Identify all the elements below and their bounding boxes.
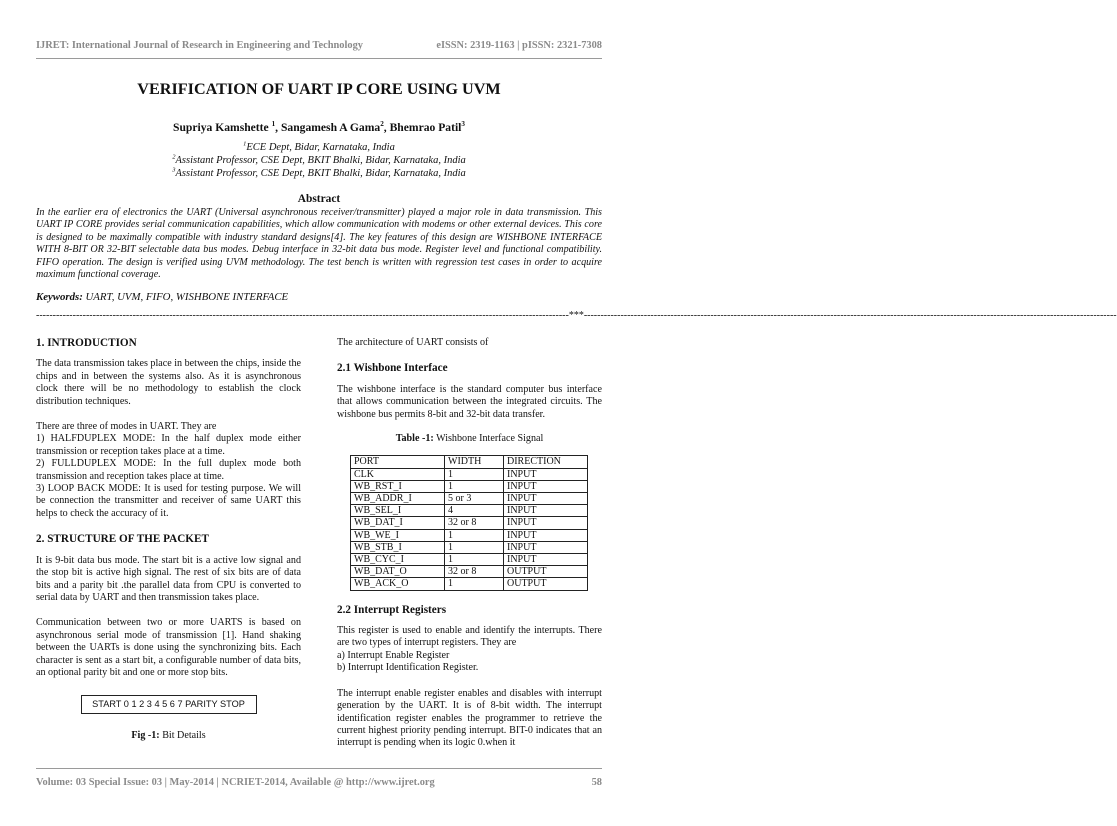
author-name: Supriya Kamshette xyxy=(173,121,269,134)
table-cell: 1 xyxy=(445,541,504,553)
abstract-text: In the earlier era of electronics the UART (Universal asynchronous receiver/transmitter) played a major role in data transmission. This UART IP CORE provides serial communication capabilities, which allow communication with modems or other external devices. This core is designed to be maximally compatible with industry standard designs[4]. The key features of this design are WISHBONE INTERFACE WITH 8-BIT OR 32-BIT selectable data bus modes. Debug interface in 32-bit data bus mode. Register level and functional compatibility. FIFO operation. The design is verified using UVM methodology. The test bench is written with regression test cases in order to acquire maximum functional coverage. xyxy=(36,207,602,281)
table-cell: 1 xyxy=(445,529,504,541)
table-cell: 1 xyxy=(445,578,504,590)
table-cell: INPUT xyxy=(504,541,588,553)
bit-details-figure: START 0 1 2 3 4 5 6 7 PARITY STOP xyxy=(81,695,257,714)
table-row xyxy=(351,529,588,541)
paragraph: It is 9-bit data bus mode. The start bit is a active low signal and the stop bit is active high signal. The rest of six bits are of data bits and a parity bit .the parallel data from CPU is converted to serial data by UART and then transmission takes place. xyxy=(36,554,301,603)
paragraph: There are three of modes in UART. They are xyxy=(36,421,217,433)
table-cell: 5 or 3 xyxy=(445,493,504,505)
table-label: Table -1: xyxy=(395,433,434,445)
section-heading: 2.1 Wishbone Interface xyxy=(337,362,448,375)
list-item: b) Interrupt Identification Register. xyxy=(337,662,479,674)
separator-stars: *** xyxy=(568,310,584,321)
table-cell: WB_DAT_I xyxy=(351,517,445,529)
author-list: Supriya Kamshette $^1$, Sangamesh A Gama$^2$, Bhemrao Patil$^3$ xyxy=(173,120,465,134)
paragraph: Communication between two or more UARTS is based on asynchronous serial mode of transmission [1]. Hand shaking between the UARTs is done using the synchronizing bits. Each character is sent as a start bit, a configurable number of data bits, an optional parity bit and one or more stop bits. xyxy=(36,617,301,678)
paragraph: The wishbone interface is the standard computer bus interface that allows communication between the integrated circuits. The wishbone bus permits 8-bit and 32-bit data transfer. xyxy=(337,383,602,420)
table-row xyxy=(351,468,588,480)
table-cell: OUTPUT xyxy=(504,578,588,590)
separator-line: ----------------------------------------------------------------------------------------------------------------------------------------------------------------***---------------------------------------------------------------------------------------------------------------------------------------------------------------- xyxy=(36,310,1117,321)
table-cell: INPUT xyxy=(504,505,588,517)
wishbone-signal-table xyxy=(350,455,588,590)
list-item: 3) LOOP BACK MODE: It is used for testing purpose. We will be connection the transmitter and receiver of same UART this helps to check the accuracy of it. xyxy=(36,483,301,519)
paragraph: This register is used to enable and identify the interrupts. There are two types of interrupt registers. They are xyxy=(337,625,602,649)
table-caption: Table -1: Wishbone Interface Signal xyxy=(395,433,544,445)
table-cell: WB_WE_I xyxy=(351,529,445,541)
figure-caption: Fig -1: Bit Details xyxy=(131,730,206,742)
table-cell: WB_RST_I xyxy=(351,480,445,492)
table-cell: 4 xyxy=(445,505,504,517)
paragraph: The interrupt enable register enables and disables with interrupt generation by the UART. It is of 8-bit width. The interrupt identification register enables the programmer to retrieve the current highest priority pending interrupt. BIT-0 indicates that an interrupt is pending when its logic 0.when it xyxy=(337,687,602,749)
table-cell: INPUT xyxy=(504,529,588,541)
paragraph: The data transmission takes place in between the chips, inside the chips and in between the systems also. As it is asynchronous clock there will be no methodology to establish the clock distribution techniques. xyxy=(36,358,301,407)
table-row xyxy=(351,554,588,566)
table-row xyxy=(351,480,588,492)
author-name: Bhemrao Patil xyxy=(389,121,462,134)
table-cell: 1 xyxy=(445,480,504,492)
table-cell: WB_ACK_O xyxy=(351,578,445,590)
list-item: a) Interrupt Enable Register xyxy=(337,649,450,661)
table-cell: CLK xyxy=(351,468,445,480)
table-row xyxy=(351,541,588,553)
section-heading: 2.2 Interrupt Registers xyxy=(337,603,447,616)
table-row xyxy=(351,505,588,517)
keywords-label: Keywords: xyxy=(36,291,83,303)
affiliation: $^3$Assistant Professor, CSE Dept, BKIT Bhalki, Bidar, Karnataka, India xyxy=(172,166,466,180)
table-cell: OUTPUT xyxy=(504,566,588,578)
table-cell: WB_SEL_I xyxy=(351,505,445,517)
keywords-text: UART, UVM, FIFO, WISHBONE INTERFACE xyxy=(85,291,289,303)
table-cell: INPUT xyxy=(504,554,588,566)
figure-label: Fig -1: xyxy=(131,730,160,742)
table-cell: 1 xyxy=(445,554,504,566)
table-cell: WB_CYC_I xyxy=(351,554,445,566)
table-cell: INPUT xyxy=(504,468,588,480)
header-rule xyxy=(36,58,602,59)
table-header-row: PORT WIDTH DIRECTION xyxy=(351,456,588,468)
table-row xyxy=(351,493,588,505)
author-mark: 3 xyxy=(461,120,465,129)
table-cell: INPUT xyxy=(504,480,588,492)
table-cell: 32 or 8 xyxy=(445,566,504,578)
table-cell: INPUT xyxy=(504,493,588,505)
paragraph: The architecture of UART consists of xyxy=(337,337,489,348)
table-cell: 32 or 8 xyxy=(445,517,504,529)
affiliation: $^1$ECE Dept, Bidar, Karnataka, India xyxy=(243,140,395,153)
table-cell: 1 xyxy=(445,468,504,480)
author-mark: 1 xyxy=(271,120,276,129)
section-heading: 1. INTRODUCTION xyxy=(36,337,137,349)
table-cell: INPUT xyxy=(504,517,588,529)
table-cell: WB_ADDR_I xyxy=(351,493,445,505)
footer-rule xyxy=(36,768,602,769)
table-row xyxy=(351,566,588,578)
affiliation: $^2$Assistant Professor, CSE Dept, BKIT Bhalki, Bidar, Karnataka, India xyxy=(172,153,466,167)
author-name: Sangamesh A Gama xyxy=(280,121,381,134)
journal-name: IJRET: International Journal of Research in Engineering and Technology xyxy=(36,40,363,51)
list-item: 2) FULLDUPLEX MODE: In the full duplex mode both transmission and reception takes place at time. xyxy=(36,458,302,482)
page-number: 58 xyxy=(591,777,602,788)
footer-volume: Volume: 03 Special Issue: 03 | May-2014 | NCRIET-2014, Available @ http://www.ijret.org xyxy=(36,777,435,788)
affiliations xyxy=(36,141,602,181)
table-row xyxy=(351,578,588,590)
right-column xyxy=(337,337,602,750)
table-row xyxy=(351,517,588,529)
section-heading: 2. STRUCTURE OF THE PACKET xyxy=(36,533,209,546)
author-mark: 2 xyxy=(380,120,384,129)
abstract-heading: Abstract xyxy=(297,193,341,205)
running-footer xyxy=(36,777,602,788)
issn: eISSN: 2319-1163 | pISSN: 2321-7308 xyxy=(436,40,602,51)
running-header xyxy=(36,40,602,51)
list-item: 1) HALFDUPLEX MODE: In the half duplex mode either transmission or reception takes place at a time. xyxy=(36,433,301,457)
table-cell: WB_DAT_O xyxy=(351,566,445,578)
paper-title: VERIFICATION OF UART IP CORE USING UVM xyxy=(137,80,501,98)
table-cell: WB_STB_I xyxy=(351,541,445,553)
left-column xyxy=(36,337,301,743)
keywords xyxy=(36,291,602,303)
